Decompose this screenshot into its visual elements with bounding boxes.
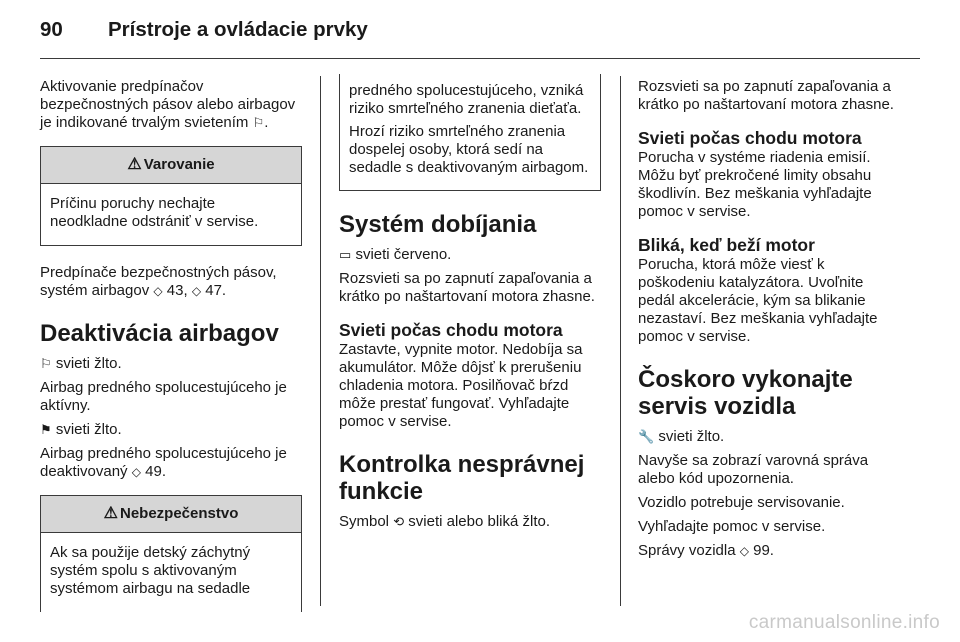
danger-box (40, 495, 302, 612)
column-divider-2 (620, 76, 621, 606)
airbag-on-line (40, 355, 302, 373)
battery-status: svieti červeno. (355, 246, 452, 263)
malfunction-text: Rozsvieti sa po zapnutí zapaľovania a krátko po naštartovaní motora zhasne. (638, 78, 894, 113)
subheading-while-running: Svieti počas chodu motora (339, 320, 563, 340)
intro-text: Aktivovanie predpínačov bezpečnostných pásov alebo airbagov je indikované trvalým svietením (40, 78, 296, 131)
catalyst-fault-text: Porucha, ktorá môže viesť k poškodeniu katalyzátora. Uvoľnite pedál akcelerácie, kým sa blikanie nezastaví. Bez meškania vyhľadajte pomoc v servise. (638, 256, 878, 345)
airbag-off-line (40, 421, 302, 439)
page-header (40, 18, 368, 42)
engine-check-icon: ⟲ (393, 514, 405, 529)
header-rule (40, 58, 920, 59)
airbag-icon: ⚐ (252, 115, 265, 130)
danger-cont-text-2: Hrozí riziko smrteľného zranenia dospelej osoby, ktorá sedí na sedadle s deaktivovaným airbagom. (349, 123, 589, 176)
page-ref-43[interactable]: 43, (166, 282, 188, 299)
airbag-on-status: svieti žlto. (55, 355, 122, 372)
subheading-flashing: Bliká, keď beží motor (638, 235, 815, 255)
column-2 (339, 76, 601, 537)
column-1 (40, 78, 302, 612)
airbag-on-icon: ⚐ (40, 356, 52, 371)
danger-cont-text-1: predného spolucestujúceho, vzniká riziko smrteľného zranenia dieťaťa. (349, 82, 584, 117)
malfunction-line (339, 513, 601, 531)
warning-text: Príčinu poruchy nechajte neodkladne odstrániť v servise. (50, 195, 259, 230)
wrench-icon: 🔧 (638, 429, 655, 444)
danger-text: Ak sa použije detský záchytný systém spolu s aktivovaným systémom airbagu na sedadle (50, 544, 251, 597)
page-ref-icon: ◇ (191, 284, 202, 298)
malfunction-symbol-label: Symbol (339, 513, 390, 530)
page-ref-icon: ◇ (739, 544, 749, 558)
service-text-3: Vyhľadajte pomoc v servise. (638, 518, 826, 535)
section-heading-service-soon: Čoskoro vykonajte servis vozidla (638, 366, 853, 420)
charging-fault-text: Zastavte, vypnite motor. Nedobíja sa akumulátor. Môže dôjsť k prerušeniu chladenia motora. Posilňovač bŕzd môže prestať fungovať. Vyhľadajte pomoc v servise. (339, 341, 583, 430)
warning-box-body (41, 184, 301, 245)
warning-triangle-icon: ⚠ (127, 156, 142, 173)
service-text-1: Navyše sa zobrazí varovná správa alebo kód upozornenia. (638, 452, 869, 487)
page-ref-99[interactable]: 99. (753, 542, 774, 559)
service-text-2: Vozidlo potrebuje servisovanie. (638, 494, 845, 511)
warning-title: Varovanie (143, 156, 215, 173)
danger-box-body (41, 533, 301, 612)
airbag-off-status: svieti žlto. (55, 421, 122, 438)
intro-paragraph (40, 78, 302, 132)
pretensioner-text: Predpínače bezpečnostných pásov, systém airbagov (40, 264, 277, 299)
battery-icon: ▭ (339, 247, 352, 262)
subheading-while-running-2: Svieti počas chodu motora (638, 128, 862, 148)
page-number: 90 (40, 18, 63, 41)
malfunction-status: svieti alebo bliká žlto. (408, 513, 551, 530)
section-heading-malfunction-lamp: Kontrolka nesprávnej funkcie (339, 451, 585, 505)
warning-box-header (41, 147, 301, 184)
danger-box-header (41, 496, 301, 533)
danger-box-continued (339, 74, 601, 191)
section-heading-charging-system: Systém dobíjania (339, 211, 537, 238)
intro-end: . (264, 114, 269, 131)
danger-title: Nebezpečenstvo (119, 505, 239, 522)
watermark: carmanualsonline.info (748, 612, 940, 633)
airbag-deactivated-text: Airbag predného spolucestujúceho je deaktivovaný (40, 445, 287, 480)
vehicle-messages-line (638, 542, 900, 560)
column-3 (638, 78, 900, 566)
vehicle-messages-text: Správy vozidla (638, 542, 736, 559)
column-divider-1 (320, 76, 321, 606)
page-ref-49[interactable]: 49. (145, 463, 166, 480)
battery-line (339, 246, 601, 264)
warning-triangle-icon: ⚠ (103, 505, 118, 522)
service-line (638, 428, 900, 446)
airbag-deactivated-paragraph (40, 445, 302, 481)
pretensioner-paragraph (40, 264, 302, 300)
airbag-active-text: Airbag predného spolucestujúceho je aktívny. (40, 379, 287, 414)
section-heading-airbag-deactivation: Deaktivácia airbagov (40, 320, 279, 347)
page-ref-icon: ◇ (153, 284, 163, 298)
service-status: svieti žlto. (658, 428, 725, 445)
battery-text: Rozsvieti sa po zapnutí zapaľovania a krátko po naštartovaní motora zhasne. (339, 270, 595, 305)
airbag-off-icon: ⚑ (40, 422, 52, 437)
emission-fault-text: Porucha v systéme riadenia emisií. Môžu byť prekročené limity obsahu škodlivín. Bez meškania vyhľadajte pomoc v servise. (638, 149, 872, 220)
page-ref-icon: ◇ (131, 465, 141, 479)
page-ref-47[interactable]: 47. (205, 282, 227, 299)
warning-box (40, 146, 302, 246)
page-title: Prístroje a ovládacie prvky (108, 18, 368, 41)
